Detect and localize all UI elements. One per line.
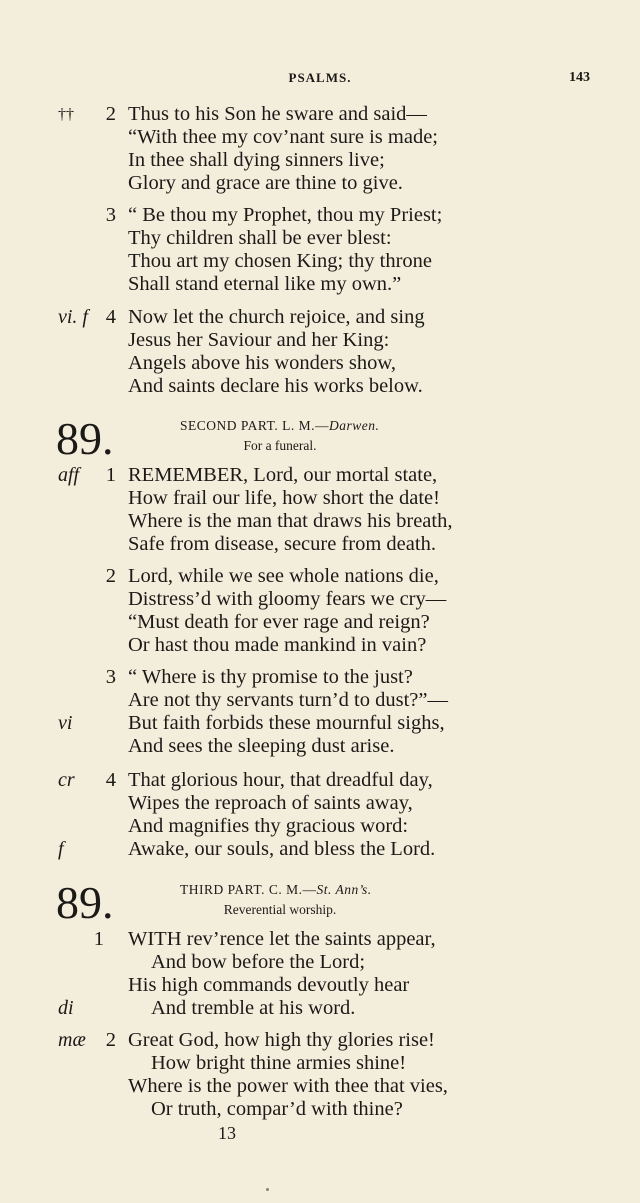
verse-text: Now let the church rejoice, and sing — [128, 306, 425, 328]
running-title: PSALMS. — [288, 70, 352, 85]
verse-text: And magnifies thy gracious word: — [128, 815, 409, 837]
verse-text: That glorious hour, that dreadful day, — [128, 769, 433, 791]
dynamic-mark: di — [58, 997, 74, 1019]
page-number: 143 — [569, 70, 590, 85]
verse-text: His high commands devoutly hear — [128, 974, 410, 996]
hymn-number: 89. — [56, 877, 114, 928]
hymn-meta — [180, 882, 372, 898]
verse-text: Lord, while we see whole nations die, — [128, 565, 439, 587]
verse-number: 3 — [105, 666, 116, 688]
verse-number: 3 — [105, 204, 116, 226]
verse-text: And bow before the Lord; — [151, 951, 366, 973]
verse-text: How frail our life, how short the date! — [128, 487, 440, 509]
verse-text: “Must death for ever rage and reign? — [128, 611, 430, 633]
verse-number: 1 — [93, 928, 104, 950]
verse-number: 2 — [105, 103, 116, 125]
verse-text: “ Where is thy promise to the just? — [128, 666, 413, 688]
dynamic-mark: mæ — [58, 1029, 86, 1051]
dynamic-mark: cr — [58, 769, 75, 791]
verse-text: Awake, our souls, and bless the Lord. — [128, 838, 436, 860]
verse-text: And saints declare his works below. — [128, 375, 423, 397]
signature-mark: 13 — [218, 1123, 236, 1143]
verse-text: And sees the sleeping dust arise. — [128, 735, 395, 757]
verse-text: In thee shall dying sinners live; — [128, 149, 385, 171]
verse-text: Great God, how high thy glories rise! — [128, 1029, 435, 1051]
hymn-part: SECOND PART. L. M.— — [180, 418, 329, 433]
verse-text: But faith forbids these mournful sighs, — [128, 712, 445, 734]
verse-text: Distress’d with gloomy fears we cry— — [128, 588, 447, 610]
verse-number: 2 — [105, 565, 116, 587]
hymn-subtitle: Reverential worship. — [223, 902, 337, 917]
verse-text: “ Be thou my Prophet, thou my Priest; — [128, 204, 443, 226]
dynamic-mark: f — [58, 838, 64, 860]
hymn-tune: Darwen. — [328, 418, 380, 433]
verse-text: Glory and grace are thine to give. — [128, 172, 403, 194]
page-speck — [266, 1188, 269, 1191]
verse-text: Thus to his Son he sware and said— — [128, 103, 427, 125]
hymn-tune: St. Ann’s. — [316, 882, 372, 897]
running-head — [0, 70, 640, 90]
verse-text: Wipes the reproach of saints away, — [128, 792, 413, 814]
verse-text: “With thee my cov’nant sure is made; — [128, 126, 438, 148]
verse-number: 4 — [105, 306, 116, 328]
verse-text: Where is the power with thee that vies, — [128, 1075, 448, 1097]
verse-number: 4 — [105, 769, 116, 791]
verse-number: 1 — [105, 464, 116, 486]
hymn-meta — [180, 418, 379, 434]
hymn-part: THIRD PART. C. M.— — [180, 882, 317, 897]
verse-text: Or hast thou made mankind in vain? — [128, 634, 427, 656]
verse-text: REMEMBER, Lord, our mortal state, — [128, 464, 438, 486]
verse-text: Shall stand eternal like my own.” — [128, 273, 402, 295]
verse-text: Angels above his wonders show, — [128, 352, 396, 374]
verse-text: WITH rev’rence let the saints appear, — [128, 928, 436, 950]
verse-text: Are not thy servants turn’d to dust?”— — [128, 689, 448, 711]
verse-text: How bright thine armies shine! — [151, 1052, 407, 1074]
verse-text: Where is the man that draws his breath, — [128, 510, 453, 532]
verse-number: 2 — [105, 1029, 116, 1051]
hymn-subtitle: For a funeral. — [243, 438, 317, 453]
dynamic-mark: vi — [58, 712, 73, 734]
verse-text: Thy children shall be ever blest: — [128, 227, 392, 249]
verse-text: Jesus her Saviour and her King: — [128, 329, 390, 351]
verse-text: Or truth, compar’d with thine? — [151, 1098, 403, 1120]
verse-text: Thou art my chosen King; thy throne — [128, 250, 433, 272]
hymn-number: 89. — [56, 413, 114, 464]
dynamic-mark: vi. f — [58, 306, 88, 328]
verse-text: And tremble at his word. — [151, 997, 356, 1019]
dynamic-mark: aff — [58, 464, 80, 486]
line-mark: †† — [58, 106, 74, 123]
verse-text: Safe from disease, secure from death. — [128, 533, 436, 555]
